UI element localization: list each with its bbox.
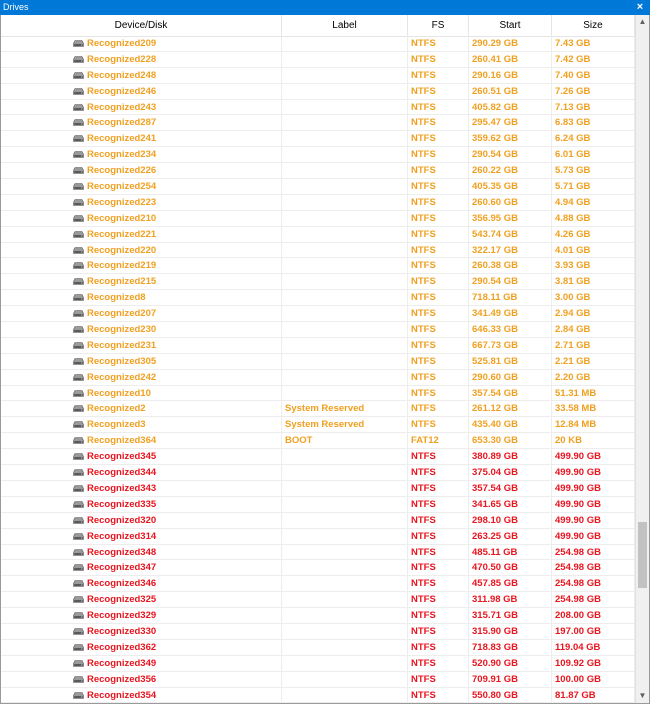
start-cell: 295.47 GB — [469, 115, 552, 130]
label-cell — [282, 640, 408, 655]
device-cell: Recognized215 — [1, 274, 282, 289]
device-cell: Recognized223 — [1, 195, 282, 210]
fs-cell: NTFS — [408, 481, 469, 496]
label-cell — [282, 131, 408, 146]
start-cell: 315.71 GB — [469, 608, 552, 623]
label-cell — [282, 115, 408, 130]
device-cell: Recognized231 — [1, 338, 282, 353]
fs-cell: NTFS — [408, 195, 469, 210]
device-cell: Recognized305 — [1, 354, 282, 369]
table-row[interactable] — [1, 672, 635, 688]
size-cell: 33.58 MB — [552, 401, 635, 416]
device-cell: Recognized241 — [1, 131, 282, 146]
label-cell — [282, 386, 408, 401]
size-cell: 3.81 GB — [552, 274, 635, 289]
fs-cell: NTFS — [408, 322, 469, 337]
device-cell: Recognized3 — [1, 417, 282, 432]
table-row[interactable] — [1, 306, 635, 322]
start-cell: 718.83 GB — [469, 640, 552, 655]
table-row[interactable] — [1, 640, 635, 656]
size-cell: 499.90 GB — [552, 449, 635, 464]
device-cell: Recognized314 — [1, 529, 282, 544]
size-cell: 2.71 GB — [552, 338, 635, 353]
start-cell: 405.35 GB — [469, 179, 552, 194]
table-row[interactable] — [1, 227, 635, 243]
start-cell: 550.80 GB — [469, 688, 552, 703]
label-cell — [282, 529, 408, 544]
fs-cell: NTFS — [408, 243, 469, 258]
label-cell — [282, 68, 408, 83]
fs-cell: FAT12 — [408, 433, 469, 448]
label-cell — [282, 211, 408, 226]
size-cell: 7.40 GB — [552, 68, 635, 83]
start-cell: 260.51 GB — [469, 84, 552, 99]
table-row[interactable] — [1, 433, 635, 449]
column-header-label[interactable]: Label — [282, 15, 408, 36]
label-cell — [282, 36, 408, 51]
start-cell: 341.49 GB — [469, 306, 552, 321]
table-row[interactable] — [1, 322, 635, 338]
start-cell: 261.12 GB — [469, 401, 552, 416]
size-cell: 20 KB — [552, 433, 635, 448]
size-cell: 2.84 GB — [552, 322, 635, 337]
fs-cell: NTFS — [408, 100, 469, 115]
device-cell: Recognized346 — [1, 576, 282, 591]
label-cell — [282, 608, 408, 623]
device-cell: Recognized348 — [1, 545, 282, 560]
fs-cell: NTFS — [408, 258, 469, 273]
fs-cell: NTFS — [408, 52, 469, 67]
table-row[interactable] — [1, 688, 635, 703]
size-cell: 7.26 GB — [552, 84, 635, 99]
label-cell — [282, 84, 408, 99]
label-cell — [282, 290, 408, 305]
fs-cell: NTFS — [408, 529, 469, 544]
size-cell: 109.92 GB — [552, 656, 635, 671]
table-row[interactable] — [1, 417, 635, 433]
label-cell — [282, 656, 408, 671]
label-cell — [282, 147, 408, 162]
fs-cell: NTFS — [408, 179, 469, 194]
label-cell — [282, 688, 408, 703]
table-row[interactable] — [1, 513, 635, 529]
start-cell: 667.73 GB — [469, 338, 552, 353]
label-cell — [282, 497, 408, 512]
size-cell: 499.90 GB — [552, 481, 635, 496]
device-cell: Recognized354 — [1, 688, 282, 703]
table-row[interactable] — [1, 195, 635, 211]
label-cell — [282, 179, 408, 194]
fs-cell: NTFS — [408, 417, 469, 432]
column-header-fs[interactable]: FS — [408, 15, 469, 36]
device-cell: Recognized230 — [1, 322, 282, 337]
table-row[interactable] — [1, 449, 635, 465]
device-cell: Recognized210 — [1, 211, 282, 226]
label-cell — [282, 243, 408, 258]
size-cell: 197.00 GB — [552, 624, 635, 639]
label-cell — [282, 513, 408, 528]
start-cell: 380.89 GB — [469, 449, 552, 464]
table-row[interactable] — [1, 84, 635, 100]
fs-cell: NTFS — [408, 592, 469, 607]
table-row[interactable] — [1, 656, 635, 672]
scrollbar-thumb[interactable] — [638, 522, 647, 588]
fs-cell: NTFS — [408, 656, 469, 671]
device-cell: Recognized362 — [1, 640, 282, 655]
start-cell: 290.54 GB — [469, 147, 552, 162]
fs-cell: NTFS — [408, 131, 469, 146]
label-cell — [282, 576, 408, 591]
label-cell — [282, 100, 408, 115]
size-cell: 6.01 GB — [552, 147, 635, 162]
size-cell: 5.71 GB — [552, 179, 635, 194]
device-cell: Recognized243 — [1, 100, 282, 115]
fs-cell: NTFS — [408, 211, 469, 226]
device-cell: Recognized335 — [1, 497, 282, 512]
fs-cell: NTFS — [408, 386, 469, 401]
table-row[interactable] — [1, 290, 635, 306]
label-cell — [282, 624, 408, 639]
size-cell: 499.90 GB — [552, 513, 635, 528]
device-cell: Recognized246 — [1, 84, 282, 99]
fs-cell: NTFS — [408, 545, 469, 560]
size-cell: 2.21 GB — [552, 354, 635, 369]
label-cell — [282, 592, 408, 607]
start-cell: 520.90 GB — [469, 656, 552, 671]
table-row[interactable] — [1, 545, 635, 561]
label-cell: BOOT — [282, 433, 408, 448]
table-row[interactable] — [1, 211, 635, 227]
size-cell: 6.83 GB — [552, 115, 635, 130]
label-cell — [282, 560, 408, 575]
fs-cell: NTFS — [408, 84, 469, 99]
device-cell: Recognized287 — [1, 115, 282, 130]
size-cell: 2.20 GB — [552, 370, 635, 385]
table-row[interactable] — [1, 497, 635, 513]
device-cell: Recognized349 — [1, 656, 282, 671]
fs-cell: NTFS — [408, 560, 469, 575]
label-cell — [282, 227, 408, 242]
size-cell: 4.94 GB — [552, 195, 635, 210]
device-cell: Recognized221 — [1, 227, 282, 242]
device-cell: Recognized320 — [1, 513, 282, 528]
drives-list — [0, 15, 650, 704]
label-cell — [282, 338, 408, 353]
device-cell: Recognized207 — [1, 306, 282, 321]
table-row[interactable] — [1, 131, 635, 147]
start-cell: 260.38 GB — [469, 258, 552, 273]
table-row[interactable] — [1, 401, 635, 417]
table-row[interactable] — [1, 243, 635, 259]
label-cell — [282, 195, 408, 210]
table-row[interactable] — [1, 338, 635, 354]
start-cell: 322.17 GB — [469, 243, 552, 258]
size-cell: 208.00 GB — [552, 608, 635, 623]
start-cell: 718.11 GB — [469, 290, 552, 305]
device-cell: Recognized234 — [1, 147, 282, 162]
device-cell: Recognized325 — [1, 592, 282, 607]
label-cell — [282, 354, 408, 369]
device-cell: Recognized330 — [1, 624, 282, 639]
column-header-device[interactable]: Device/Disk — [1, 15, 282, 36]
start-cell: 375.04 GB — [469, 465, 552, 480]
start-cell: 359.62 GB — [469, 131, 552, 146]
device-cell: Recognized344 — [1, 465, 282, 480]
table-row[interactable] — [1, 147, 635, 163]
label-cell — [282, 322, 408, 337]
table-row[interactable] — [1, 52, 635, 68]
device-cell: Recognized219 — [1, 258, 282, 273]
device-cell: Recognized329 — [1, 608, 282, 623]
table-row[interactable] — [1, 354, 635, 370]
table-row[interactable] — [1, 100, 635, 116]
start-cell: 357.54 GB — [469, 386, 552, 401]
table-row[interactable] — [1, 115, 635, 131]
size-cell: 81.87 GB — [552, 688, 635, 703]
table-row[interactable] — [1, 386, 635, 402]
label-cell — [282, 274, 408, 289]
vertical-scrollbar[interactable] — [635, 15, 649, 703]
table-row[interactable] — [1, 370, 635, 386]
device-cell: Recognized345 — [1, 449, 282, 464]
size-cell: 3.00 GB — [552, 290, 635, 305]
fs-cell: NTFS — [408, 449, 469, 464]
fs-cell: NTFS — [408, 672, 469, 687]
title-bar — [0, 0, 650, 15]
device-cell: Recognized2 — [1, 401, 282, 416]
scroll-up-arrow-icon[interactable]: ▲ — [638, 17, 647, 26]
label-cell — [282, 52, 408, 67]
start-cell: 485.11 GB — [469, 545, 552, 560]
label-cell — [282, 481, 408, 496]
device-cell: Recognized356 — [1, 672, 282, 687]
table-row[interactable] — [1, 258, 635, 274]
fs-cell: NTFS — [408, 338, 469, 353]
fs-cell: NTFS — [408, 306, 469, 321]
fs-cell: NTFS — [408, 147, 469, 162]
start-cell: 357.54 GB — [469, 481, 552, 496]
start-cell: 457.85 GB — [469, 576, 552, 591]
column-header-size[interactable]: Size — [552, 15, 635, 36]
device-cell: Recognized364 — [1, 433, 282, 448]
table-row[interactable] — [1, 68, 635, 84]
label-cell — [282, 449, 408, 464]
size-cell: 12.84 MB — [552, 417, 635, 432]
size-cell: 2.94 GB — [552, 306, 635, 321]
size-cell: 254.98 GB — [552, 576, 635, 591]
table-row[interactable] — [1, 624, 635, 640]
start-cell: 290.60 GB — [469, 370, 552, 385]
table-row[interactable] — [1, 36, 635, 52]
device-cell: Recognized343 — [1, 481, 282, 496]
label-cell — [282, 672, 408, 687]
start-cell: 470.50 GB — [469, 560, 552, 575]
start-cell: 653.30 GB — [469, 433, 552, 448]
size-cell: 51.31 MB — [552, 386, 635, 401]
window-title: Drives — [3, 2, 29, 12]
fs-cell: NTFS — [408, 465, 469, 480]
device-cell: Recognized10 — [1, 386, 282, 401]
size-cell: 7.13 GB — [552, 100, 635, 115]
device-cell: Recognized220 — [1, 243, 282, 258]
drive-rows — [1, 36, 635, 703]
start-cell: 260.22 GB — [469, 163, 552, 178]
start-cell: 709.91 GB — [469, 672, 552, 687]
fs-cell: NTFS — [408, 36, 469, 51]
fs-cell: NTFS — [408, 608, 469, 623]
fs-cell: NTFS — [408, 688, 469, 703]
label-cell: System Reserved — [282, 417, 408, 432]
size-cell: 7.43 GB — [552, 36, 635, 51]
size-cell: 254.98 GB — [552, 545, 635, 560]
device-cell: Recognized8 — [1, 290, 282, 305]
table-row[interactable] — [1, 163, 635, 179]
size-cell: 5.73 GB — [552, 163, 635, 178]
scroll-down-arrow-icon[interactable]: ▼ — [638, 691, 647, 700]
size-cell: 254.98 GB — [552, 560, 635, 575]
device-cell: Recognized242 — [1, 370, 282, 385]
label-cell — [282, 258, 408, 273]
start-cell: 298.10 GB — [469, 513, 552, 528]
device-cell: Recognized228 — [1, 52, 282, 67]
table-row[interactable] — [1, 608, 635, 624]
table-row[interactable] — [1, 576, 635, 592]
start-cell: 260.41 GB — [469, 52, 552, 67]
size-cell: 4.01 GB — [552, 243, 635, 258]
label-cell — [282, 545, 408, 560]
fs-cell: NTFS — [408, 163, 469, 178]
size-cell: 119.04 GB — [552, 640, 635, 655]
fs-cell: NTFS — [408, 290, 469, 305]
label-cell — [282, 465, 408, 480]
start-cell: 543.74 GB — [469, 227, 552, 242]
start-cell: 260.60 GB — [469, 195, 552, 210]
fs-cell: NTFS — [408, 401, 469, 416]
fs-cell: NTFS — [408, 115, 469, 130]
column-header — [1, 15, 635, 37]
label-cell — [282, 163, 408, 178]
fs-cell: NTFS — [408, 497, 469, 512]
start-cell: 315.90 GB — [469, 624, 552, 639]
size-cell: 4.88 GB — [552, 211, 635, 226]
size-cell: 7.42 GB — [552, 52, 635, 67]
fs-cell: NTFS — [408, 227, 469, 242]
start-cell: 356.95 GB — [469, 211, 552, 226]
device-cell: Recognized209 — [1, 36, 282, 51]
device-cell: Recognized347 — [1, 560, 282, 575]
size-cell: 3.93 GB — [552, 258, 635, 273]
fs-cell: NTFS — [408, 354, 469, 369]
start-cell: 290.54 GB — [469, 274, 552, 289]
device-cell: Recognized248 — [1, 68, 282, 83]
size-cell: 100.00 GB — [552, 672, 635, 687]
label-cell — [282, 370, 408, 385]
table-row[interactable] — [1, 592, 635, 608]
table-row[interactable] — [1, 465, 635, 481]
start-cell: 435.40 GB — [469, 417, 552, 432]
size-cell: 499.90 GB — [552, 465, 635, 480]
start-cell: 341.65 GB — [469, 497, 552, 512]
fs-cell: NTFS — [408, 640, 469, 655]
device-cell: Recognized254 — [1, 179, 282, 194]
column-header-start[interactable]: Start — [469, 15, 552, 36]
start-cell: 311.98 GB — [469, 592, 552, 607]
start-cell: 290.16 GB — [469, 68, 552, 83]
table-row[interactable] — [1, 560, 635, 576]
fs-cell: NTFS — [408, 370, 469, 385]
size-cell: 499.90 GB — [552, 497, 635, 512]
table-row[interactable] — [1, 529, 635, 545]
fs-cell: NTFS — [408, 274, 469, 289]
start-cell: 646.33 GB — [469, 322, 552, 337]
label-cell: System Reserved — [282, 401, 408, 416]
device-cell: Recognized226 — [1, 163, 282, 178]
label-cell — [282, 306, 408, 321]
fs-cell: NTFS — [408, 624, 469, 639]
table-row[interactable] — [1, 274, 635, 290]
size-cell: 6.24 GB — [552, 131, 635, 146]
size-cell: 499.90 GB — [552, 529, 635, 544]
fs-cell: NTFS — [408, 513, 469, 528]
start-cell: 290.29 GB — [469, 36, 552, 51]
fs-cell: NTFS — [408, 68, 469, 83]
fs-cell: NTFS — [408, 576, 469, 591]
size-cell: 254.98 GB — [552, 592, 635, 607]
size-cell: 4.26 GB — [552, 227, 635, 242]
start-cell: 405.82 GB — [469, 100, 552, 115]
start-cell: 525.81 GB — [469, 354, 552, 369]
start-cell: 263.25 GB — [469, 529, 552, 544]
close-icon[interactable]: × — [636, 1, 644, 13]
table-row[interactable] — [1, 481, 635, 497]
table-row[interactable] — [1, 179, 635, 195]
